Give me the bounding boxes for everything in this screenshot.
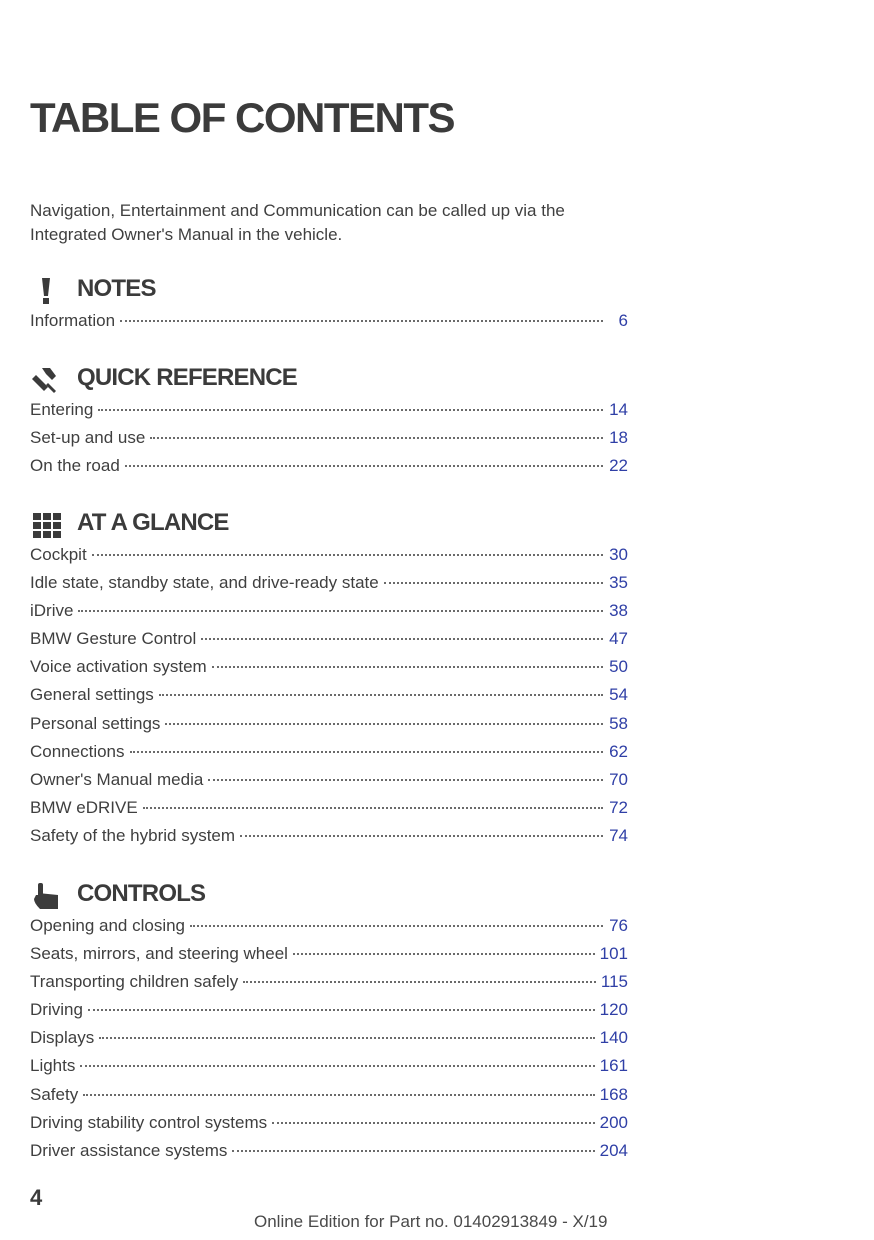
toc-entry-label: Set-up and use: [30, 428, 146, 448]
toc-entry-label: Information: [30, 311, 116, 330]
toc-entry[interactable]: [30, 1028, 628, 1056]
toc-entry-label: Owner's Manual media: [30, 769, 204, 789]
toc-entry-label: Entering: [30, 400, 94, 419]
toc-page-link[interactable]: 140: [599, 1028, 628, 1048]
page-number: 4: [30, 1185, 43, 1210]
toc-page-link[interactable]: 38: [609, 601, 628, 621]
toc-entry-label: Driver assistance systems: [30, 1140, 228, 1160]
section-title: NOTES: [77, 275, 156, 302]
toc-entry[interactable]: [30, 573, 628, 601]
toc-entry[interactable]: [30, 601, 628, 629]
toc-entry[interactable]: [30, 545, 628, 573]
dot-leader: [212, 666, 603, 668]
toc-entry-label: General settings: [30, 685, 154, 705]
toc-entry-label: Driving stability control systems: [30, 1112, 268, 1132]
toc-page-link[interactable]: 58: [609, 713, 628, 733]
toc-page-link[interactable]: 70: [609, 769, 628, 789]
toc-entry-label: Transporting children safely: [30, 972, 239, 992]
dot-leader: [150, 437, 603, 439]
pointing-hand-icon: [30, 881, 64, 911]
dot-leader: [384, 582, 603, 584]
toc-page-link[interactable]: 30: [609, 545, 628, 564]
toc-entry[interactable]: [30, 770, 628, 798]
toc-entry-label: On the road: [30, 456, 120, 476]
toc-entry[interactable]: [30, 972, 628, 1000]
toc-entry-label: Connections: [30, 741, 125, 761]
toc-page-link[interactable]: 14: [609, 400, 628, 419]
toc-entry[interactable]: [30, 916, 628, 944]
dot-leader: [130, 751, 603, 753]
section-title: AT A GLANCE: [77, 509, 229, 536]
toc-entry-label: iDrive: [30, 601, 74, 621]
dot-leader: [272, 1122, 595, 1124]
toc-entry-label: Displays: [30, 1028, 95, 1048]
section-controls: [30, 876, 628, 1169]
dot-leader: [243, 981, 596, 983]
toc-page-link[interactable]: 168: [599, 1084, 628, 1104]
section-at-a-glance: [30, 505, 628, 854]
toc-page-link[interactable]: 18: [609, 428, 628, 448]
dot-leader: [240, 835, 603, 837]
toc-entry[interactable]: [30, 1085, 628, 1113]
intro-text: Navigation, Entertainment and Communication can be called up via the Integrated Owner's Manual in the vehicle.: [30, 201, 565, 244]
toc-page-link[interactable]: 200: [599, 1112, 628, 1132]
dot-leader: [293, 953, 595, 955]
toc-page-link[interactable]: 22: [609, 456, 628, 476]
toc-page-link[interactable]: 76: [609, 916, 628, 935]
toc-entry-label: Safety of the hybrid system: [30, 825, 236, 845]
section-header: [30, 505, 628, 545]
dot-leader: [88, 1009, 595, 1011]
dot-leader: [120, 320, 603, 322]
toc-entry[interactable]: [30, 1113, 628, 1141]
toc-page-link[interactable]: 101: [599, 944, 628, 964]
dot-leader: [78, 610, 603, 612]
toc-entry[interactable]: [30, 456, 628, 484]
dot-leader: [92, 554, 603, 556]
toc-entry-label: Lights: [30, 1056, 76, 1076]
exclamation-icon: [30, 276, 64, 306]
toc-entry[interactable]: [30, 1141, 628, 1169]
toc-entry[interactable]: [30, 657, 628, 685]
section-header: [30, 271, 628, 311]
toc-entry-label: Voice activation system: [30, 657, 207, 677]
toc-entry-label: Driving: [30, 1000, 83, 1020]
section-title: CONTROLS: [77, 880, 206, 907]
toc-page-link[interactable]: 72: [609, 797, 628, 817]
dot-leader: [201, 638, 603, 640]
toc-page-link[interactable]: 115: [600, 972, 628, 992]
toc-page-link[interactable]: 74: [609, 825, 628, 845]
toc-entry-label: Safety: [30, 1084, 79, 1104]
dot-leader: [80, 1065, 594, 1067]
toc-page-link[interactable]: 6: [618, 311, 628, 330]
dot-leader: [232, 1150, 594, 1152]
toc-entry-label: Seats, mirrors, and steering wheel: [30, 944, 288, 964]
dot-leader: [208, 779, 603, 781]
toc-entry[interactable]: [30, 629, 628, 657]
dot-leader: [98, 409, 603, 411]
section-quick-reference: [30, 360, 628, 484]
toc-entry[interactable]: [30, 685, 628, 713]
footer-edition: Online Edition for Part no. 01402913849 - X/19: [254, 1212, 608, 1231]
section-header: [30, 876, 628, 916]
toc-entry-label: Cockpit: [30, 545, 87, 564]
dot-leader: [99, 1037, 594, 1039]
section-header: [30, 360, 628, 400]
section-title: QUICK REFERENCE: [77, 364, 298, 391]
toc-entry[interactable]: [30, 714, 628, 742]
toc-page-link[interactable]: 204: [599, 1140, 628, 1160]
toc-entry-label: Idle state, standby state, and drive-ready state: [30, 573, 379, 593]
dot-leader: [83, 1094, 594, 1096]
toc-entry[interactable]: [30, 826, 628, 854]
toc-page-link[interactable]: 54: [609, 685, 628, 705]
toc-entry[interactable]: [30, 400, 628, 428]
toc-entry-label: Opening and closing: [30, 916, 186, 935]
pushpin-icon: [30, 365, 64, 395]
dot-leader: [159, 694, 603, 696]
toc-page-link[interactable]: 35: [609, 573, 628, 593]
toc-page-link[interactable]: 62: [609, 741, 628, 761]
dot-leader: [125, 465, 603, 467]
toc-entry[interactable]: [30, 742, 628, 770]
toc-entry[interactable]: [30, 1000, 628, 1028]
dot-leader: [165, 723, 603, 725]
grid-icon: [30, 510, 64, 540]
toc-entry[interactable]: [30, 311, 628, 339]
dot-leader: [143, 807, 603, 809]
toc-entry[interactable]: [30, 1056, 628, 1084]
toc-page-link[interactable]: 47: [609, 629, 628, 649]
toc-entry-label: BMW Gesture Control: [30, 629, 197, 649]
toc-entry[interactable]: [30, 798, 628, 826]
dot-leader: [190, 925, 603, 927]
page-title: TABLE OF CONTENTS: [30, 94, 455, 141]
toc-entry[interactable]: [30, 428, 628, 456]
section-notes: [30, 271, 628, 339]
toc-page-link[interactable]: 120: [599, 1000, 628, 1020]
toc-entry-label: BMW eDRIVE: [30, 797, 138, 817]
toc-page-link[interactable]: 50: [609, 657, 628, 677]
toc-entry-label: Personal settings: [30, 713, 161, 733]
toc-page-link[interactable]: 161: [599, 1056, 628, 1076]
toc-entry[interactable]: [30, 944, 628, 972]
